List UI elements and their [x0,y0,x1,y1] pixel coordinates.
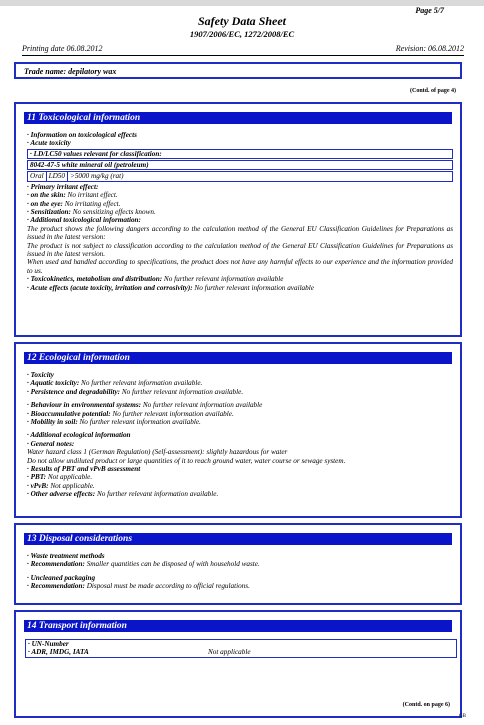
continued-on: (Contd. on page 6) [402,702,450,708]
regulation-subtitle: 1907/2006/EC, 1272/2008/EC [189,29,295,39]
primary-irritant-label: · Primary irritant effect: [27,182,99,191]
trade-name: Trade name: depilatory wax [24,67,117,76]
section-14-content [25,639,457,658]
section-11-heading: 11 Toxicological information [24,112,452,124]
other-adverse-line: · Other adverse effects: No further relevant information available. [27,490,219,499]
top-bar [0,0,484,6]
acute-toxicity-label: · Acute toxicity [27,139,71,148]
page-number: Page 5/7 [415,6,444,15]
vpvb-line: · vPvB: Not applicable. [27,481,95,490]
continued-from: (Contd. of page 4) [410,88,456,94]
info-toxicological-label: · Information on toxicological effects [27,131,137,139]
recommendation-1-line: · Recommendation: Smaller quantities can be disposed of with household waste. [27,560,260,569]
additional-tox-p2: The product is not subject to classification according to the calculation method of the General EU Classification Guidelines for Preparations as issued in the latest version. [27,241,453,259]
end-mark: GB [459,714,466,719]
eye-line: · on the eye: No irritating effect. [27,199,121,208]
acute-effects-line: · Acute effects (acute toxicity, irritation and corrosivity): No further relevant information available [27,283,314,292]
section-14-heading: 14 Transport information [24,620,452,632]
general-notes-label: · General notes: [27,439,75,448]
additional-tox-label: · Additional toxicological information: [27,216,141,225]
section-12-heading: 12 Ecological information [24,352,452,364]
document-title: Safety Data Sheet [198,14,286,28]
section-11-content [27,131,453,292]
section-12 [14,342,462,518]
toxicokinetics-line: · Toxicokinetics, metabolism and distribution: No further relevant information available [27,275,284,284]
section-13-heading: 13 Disposal considerations [24,533,452,545]
additional-tox-p1: The product shows the following dangers according to the calculation method of the General EU Classification Guidelines for Preparations as issued in the latest version: [27,224,453,242]
header-divider [22,55,464,56]
adr-label: · ADR, IMDG, IATA [28,648,89,657]
substance-box: 8042-47-5 white mineral oil (petroleum) [27,160,453,170]
metric: LD50 [46,171,68,182]
additional-eco-label: · Additional ecological information [27,431,131,440]
section-12-content [27,371,453,499]
skin-line: · on the skin: No irritant effect. [27,191,118,200]
recommendation-2-line: · Recommendation: Disposal must be made according to official regulations. [27,582,250,591]
printing-date: Printing date 06.08.2012 [22,44,103,53]
un-number-label: · UN-Number [28,640,69,648]
ld-lc50-label-box: · LD/LC50 values relevant for classification: [27,149,453,159]
revision-date: Revision: 06.08.2012 [395,44,464,53]
uncleaned-packaging-label: · Uncleaned packaging [27,573,96,582]
adr-value: Not applicable [208,648,251,657]
section-13 [14,523,462,605]
oral-ld50-row [27,171,453,182]
section-14 [14,610,462,718]
adr-row [28,648,456,656]
value: >5000 mg/kg (rat) [69,171,124,180]
pbt-results-label: · Results of PBT and vPvB assessment [27,465,141,474]
aquatic-line: · Aquatic toxicity: No further relevant information available. [27,379,203,388]
general-notes-p2: Do not allow undiluted product or large quantities of it to reach ground water, water course or sewage system. [27,456,346,465]
toxicity-label: · Toxicity [27,371,54,379]
trade-name-box [14,62,462,79]
behaviour-line: · Behaviour in environmental systems: No further relevant information available [27,401,263,410]
additional-tox-p3: When used and handled according to specifications, the product does not have any harmful effects to our experience and the information provided to us. [27,258,453,275]
pbt-line: · PBT: Not applicable. [27,473,93,482]
section-13-content [27,552,453,591]
waste-treatment-label: · Waste treatment methods [27,552,105,560]
mobility-line: · Mobility in soil: No further relevant information available. [27,418,201,427]
bioaccumulative-line: · Bioaccumulative potential: No further relevant information available. [27,409,234,418]
general-notes-p1: Water hazard class 1 (German Regulation) (Self-assessment): slightly hazardous for water [27,448,288,457]
persistence-line: · Persistence and degradability: No further relevant information available. [27,387,244,396]
section-11 [14,102,462,337]
route: Oral [30,171,44,180]
sensitization-line: · Sensitization: No sensitizing effects known. [27,208,156,217]
